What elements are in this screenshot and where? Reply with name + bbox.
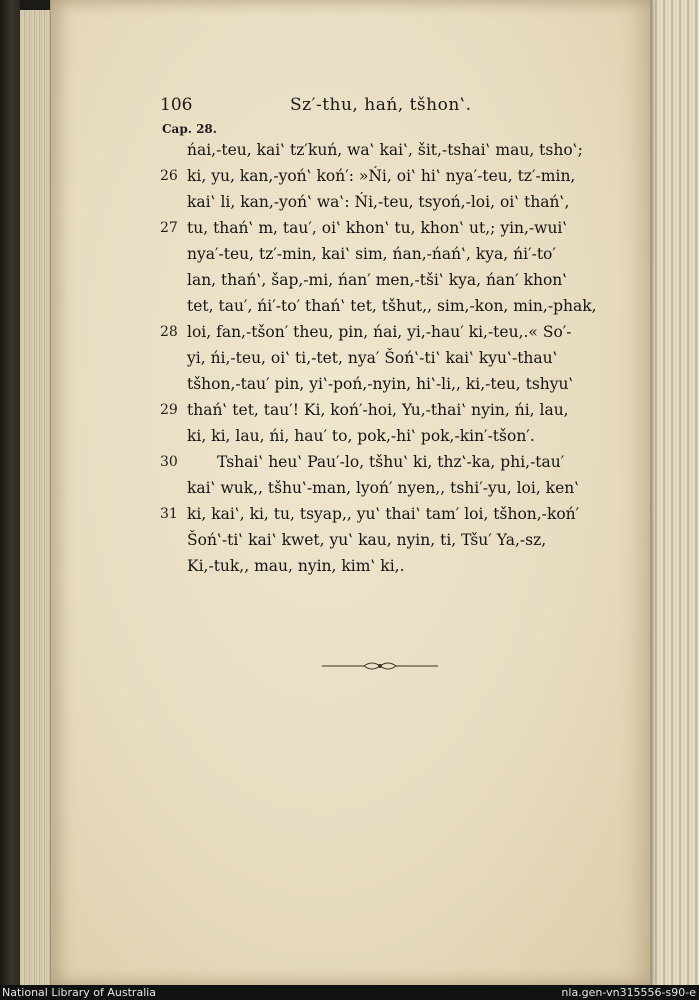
line-text: lan, thań‛, šap,-mi, ńan′ men,-tši‛ kya, ńan′ khon‛: [187, 271, 568, 289]
text-line: [160, 371, 600, 397]
line-text: nya′-teu, tz′-min, kai‛ sim, ńan,-ńań‛, kya, ńi′-to′: [187, 245, 556, 263]
text-line: [160, 449, 600, 475]
text-line: [160, 293, 600, 319]
line-text: tet, tau′, ńi′-to′ thań‛ tet, tšhut,, sim,-kon, min,-phak,: [187, 297, 597, 315]
line-text: ki, kai‛, ki, tu, tsyap,, yu‛ thai‛ tam′ loi, tšhon,-koń′: [187, 505, 580, 523]
line-text: loi, fan,-tšon′ theu, pin, ńai, yi,-hau′ ki,-teu,.« So′-: [187, 323, 572, 341]
line-text: ki, yu, kan,-yoń‛ koń′: »Ńi, oi‛ hi‛ nya′-teu, tz′-min,: [187, 167, 576, 185]
book-spine: [0, 0, 20, 985]
line-text: tšhon,-tau′ pin, yi‛-poń,-nyin, hi‛-li,, ki,-teu, tshyu‛: [187, 375, 574, 393]
line-text: Ki,-tuk,, mau, nyin, kim‛ ki,.: [187, 557, 405, 575]
footer-bar: [0, 985, 699, 1000]
verse-number: 30: [160, 454, 178, 470]
text-line: [160, 553, 600, 579]
text-line: [160, 423, 600, 449]
page-header: [160, 95, 600, 121]
line-text: ńai,-teu, kai‛ tz′kuń, wa‛ kai‛, šit,-tshai‛ mau, tsho‛;: [187, 141, 583, 159]
text-line: [160, 345, 600, 371]
text-line: [160, 397, 600, 423]
footer-identifier: nla.gen-vn315556-s90-e: [561, 986, 696, 999]
text-line: [160, 319, 600, 345]
text-line: [160, 163, 600, 189]
page-edge-shadow: [650, 0, 656, 985]
text-line: [160, 215, 600, 241]
text-line: [160, 137, 600, 163]
line-text: yi, ńi,-teu, oi‛ ti,-tet, nya′ Šoń‛-ti‛ kai‛ kyu‛-thau‛: [187, 349, 558, 367]
ornament-divider: [320, 658, 440, 674]
chapter-label: Cap. 28.: [162, 122, 217, 136]
text-line: [160, 527, 600, 553]
verse-number: 26: [160, 168, 178, 184]
line-text: thań‛ tet, tau′! Ki, koń′-hoi, Yu,-thai‛ nyin, ńi, lau,: [187, 401, 569, 419]
body-text: [160, 137, 600, 579]
line-text: ki, ki, lau, ńi, hau′ to, pok,-hi‛ pok,-kin′-tšon′.: [187, 427, 535, 445]
line-text: Tshai‛ heu‛ Pau′-lo, tšhu‛ ki, thz‛-ka, phi,-tau′: [217, 453, 565, 471]
text-line: [160, 267, 600, 293]
text-line: [160, 241, 600, 267]
text-line: [160, 475, 600, 501]
line-text: Šoń‛-ti‛ kai‛ kwet, yu‛ kau, nyin, ti, Tšu′ Ya,-sz,: [187, 531, 547, 549]
verse-number: 29: [160, 402, 178, 418]
verse-number: 27: [160, 220, 178, 236]
verse-number: 28: [160, 324, 178, 340]
right-page-edges: [650, 0, 699, 985]
line-text: kai‛ li, kan,-yoń‛ wa‛: Ńi,-teu, tsyoń,-loi, oi‛ thań‛,: [187, 193, 570, 211]
verse-number: 31: [160, 506, 178, 522]
text-line: [160, 501, 600, 527]
left-page-edges: [20, 10, 51, 985]
running-head: Sz′-thu, hań, tšhon‛.: [290, 95, 472, 115]
line-text: tu, thań‛ m, tau′, oi‛ khon‛ tu, khon‛ ut,; yin,-wui‛: [187, 219, 568, 237]
footer-source: National Library of Australia: [2, 986, 157, 999]
page-number: 106: [160, 95, 193, 115]
line-text: kai‛ wuk,, tšhu‛-man, lyoń′ nyen,, tshi′-yu, loi, ken‛: [187, 479, 580, 497]
text-line: [160, 189, 600, 215]
